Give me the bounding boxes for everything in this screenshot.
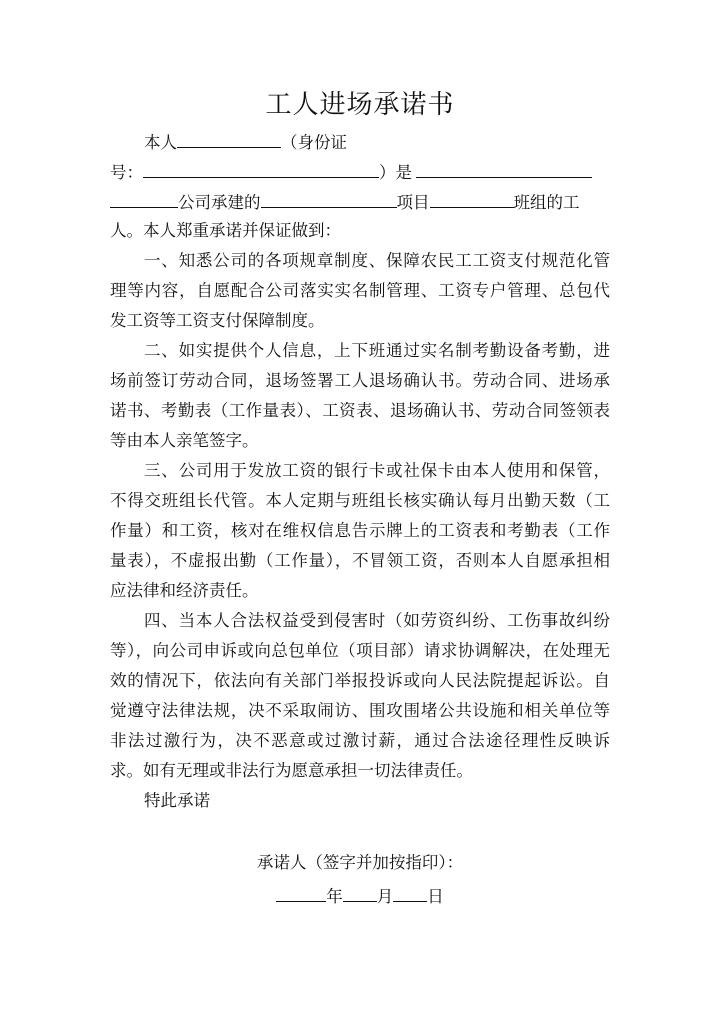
intro-line-2 [110,160,610,184]
clause-1-line-2: 理等内容，自愿配合公司落实实名制管理、工资专户管理、总包代 [110,281,610,300]
intro-line-3 [110,190,610,214]
closing-text: 特此承诺 [144,791,210,810]
id-label-b: 号： [110,163,143,182]
clause-4-line-5: 非法过激行为，决不恶意或过激讨薪，通过合法途径理性反映诉 [110,731,610,750]
id-number-blank[interactable] [143,160,379,178]
clause-4-line-6: 求。如有无理或非法行为愿意承担一切法律责任。 [110,761,473,780]
self-label: 本人 [144,133,177,152]
name-blank[interactable] [177,130,281,148]
team-label: 班组的工 [513,193,580,212]
clause-3-line-5: 应法律和经济责任。 [110,581,259,600]
clause-2-line-2: 场前签订劳动合同，退场签署工人退场确认书。劳动合同、进场承 [110,371,610,390]
intro-line-1 [110,130,610,154]
clause-1-line-1: 一、知悉公司的各项规章制度、保障农民工工资支付规范化管 [144,251,610,270]
project-blank[interactable] [261,190,397,208]
team-blank[interactable] [430,190,514,208]
month-blank[interactable] [343,884,377,902]
is-label: ）是 [379,163,412,182]
clause-2-line-4: 等由本人亲笔签字。 [110,431,259,450]
day-label: 日 [427,887,444,906]
year-blank[interactable] [276,884,326,902]
clause-2-line-1: 二、如实提供个人信息，上下班通过实名制考勤设备考勤，进 [144,341,610,360]
intro-line-4: 人。本人郑重承诺并保证做到： [110,221,341,240]
clause-1-line-3: 发工资等工资支付保障制度。 [110,311,325,330]
clause-4-line-3: 效的情况下，依法向有关部门举报投诉或向人民法院提起诉讼。自 [110,671,610,690]
clause-3-line-1: 三、公司用于发放工资的银行卡或社保卡由本人使用和保管， [144,461,610,480]
project-label: 项目 [396,193,430,212]
year-label: 年 [326,887,343,906]
document-title: 工人进场承诺书 [265,90,455,120]
clause-3-line-3: 作量）和工资，核对在维权信息告示牌上的工资表和考勤表（工作 [110,521,610,540]
clause-4-line-4: 觉遵守法律法规，决不采取闹访、围攻围堵公共设施和相关单位等 [110,701,610,720]
day-blank[interactable] [393,884,427,902]
company-name-blank[interactable] [110,190,178,208]
signature-label: 承诺人（签字并加按指印）： [256,853,464,872]
company-blank[interactable] [416,160,592,178]
clause-3-line-2: 不得交班组长代管。本人定期与班组长核实确认每月出勤天数（工 [110,491,610,510]
month-label: 月 [376,887,394,906]
company-built-label: 公司承建的 [178,193,261,212]
clause-2-line-3: 诺书、考勤表（工作量表）、工资表、退场确认书、劳动合同签领表 [110,401,610,420]
clause-4-line-1: 四、当本人合法权益受到侵害时（如劳资纠纷、工伤事故纠纷 [144,611,610,630]
signature-date [0,884,720,908]
clause-3-line-4: 量表），不虚报出勤（工作量），不冒领工资，否则本人自愿承担相 [110,551,610,570]
id-label-a: （身份证 [281,133,347,152]
clause-4-line-2: 等），向公司申诉或向总包单位（项目部）请求协调解决，在处理无 [110,641,610,660]
